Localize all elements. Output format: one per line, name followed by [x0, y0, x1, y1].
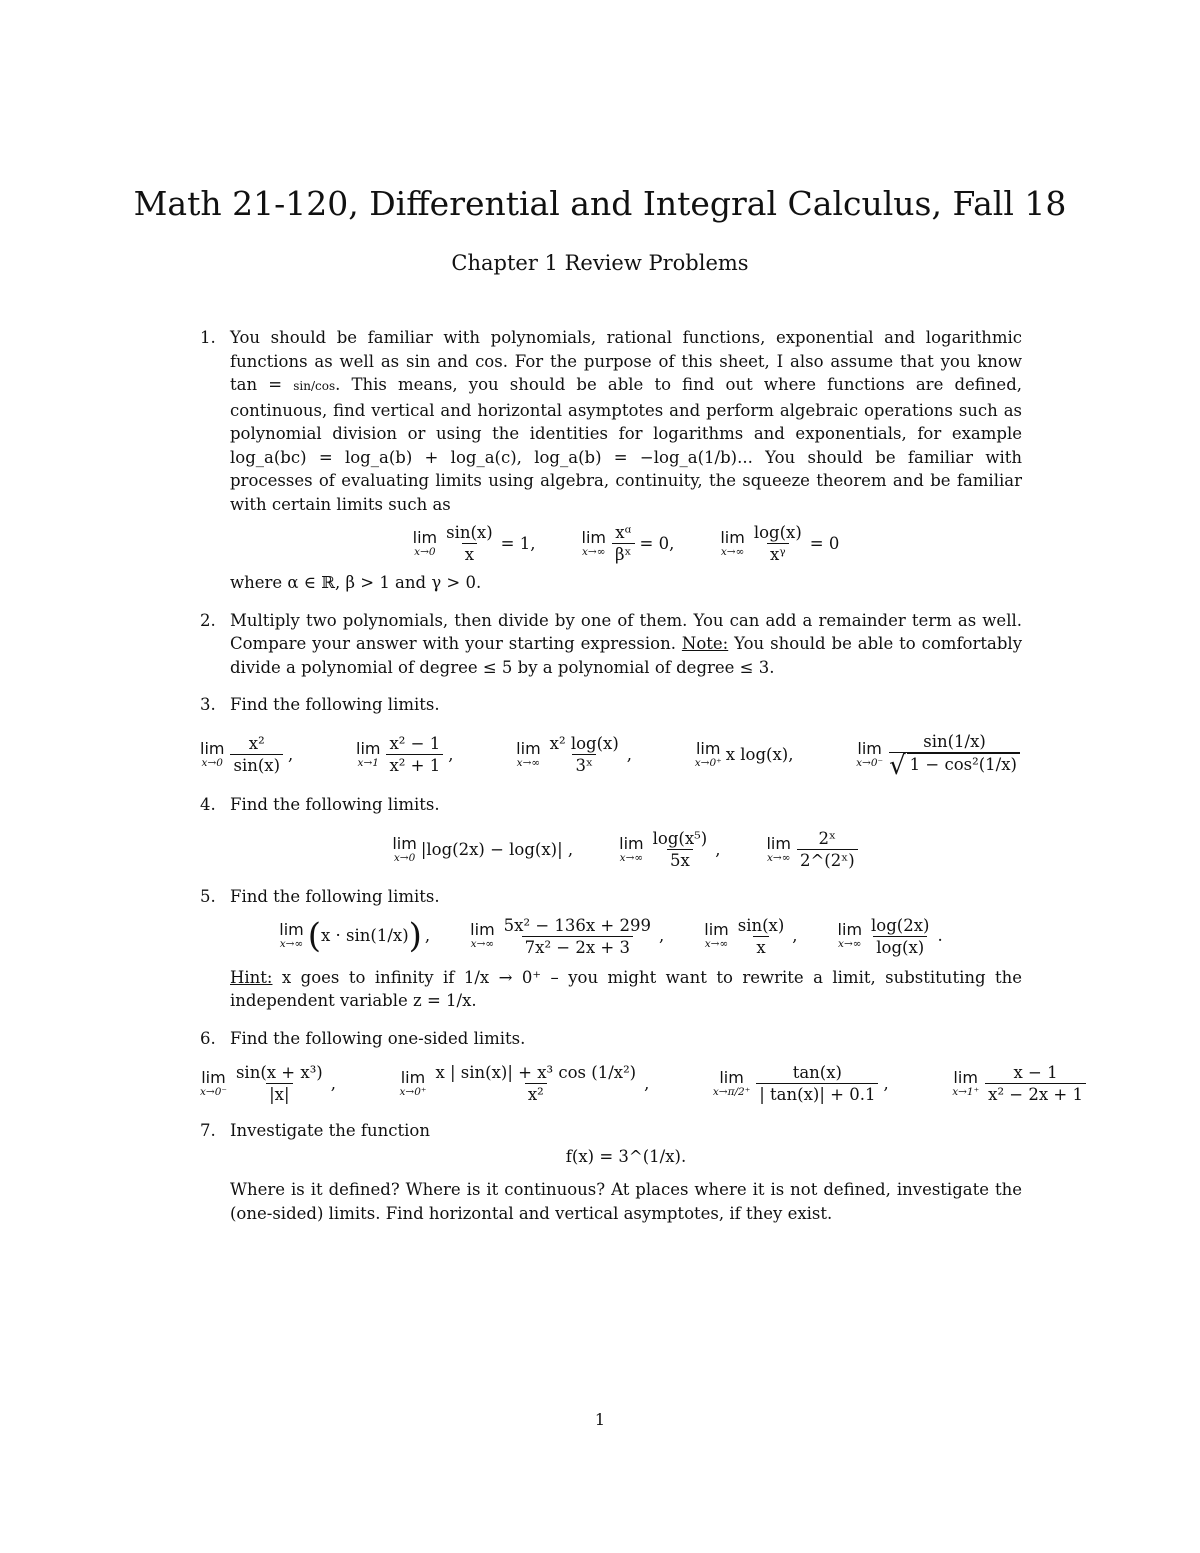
- problem-number: 7.: [200, 1121, 216, 1140]
- problem-3: [200, 693, 1022, 779]
- hint-label: Hint:: [230, 967, 273, 987]
- page-number: 1: [594, 1410, 606, 1429]
- limit-expression: lim x→∞ $\frac{\text{x² log(x)}}{\text{3ˣ}}$ ,: [516, 734, 633, 775]
- limit-expression: lim x→∞ $\frac{\text{2ˣ}}{\text{2\textasciicircum{}(2ˣ)}}$: [766, 828, 859, 871]
- limit-expression: lim x→∞ $\frac{\text{xᵅ}}{\text{βˣ}}$ = 0,: [581, 523, 675, 564]
- problem-4: [200, 793, 1022, 872]
- sqrt-sign-icon: √: [889, 750, 906, 781]
- limit-expression: lim x→∞ $\frac{\text{log(x⁵)}}{5x}$ ,: [619, 829, 721, 870]
- page-subtitle: Chapter 1 Review Problems: [451, 251, 749, 275]
- problem-text: Find the following limits.: [230, 794, 440, 814]
- limit-expression: lim x→π/2⁺ $\frac{\tan(x)}{| \tan(x)| + 0.1}$ ,: [712, 1063, 889, 1104]
- tan-definition: sin/cos: [293, 379, 336, 393]
- limits-row: [200, 915, 1022, 958]
- function-definition: f(x) = 3^(1/x).: [565, 1146, 687, 1166]
- limit-expression: lim x→0 $\frac{\sin(x)}{x}$ = 1,: [412, 523, 536, 564]
- limit-expression: lim x→0 $\frac{\text{x²}}{\sin(x)}$ ,: [200, 734, 294, 775]
- limit-expression: lim x→1⁺ $\frac{x - 1}{\text{x² − 2x + 1}}$: [952, 1062, 1088, 1105]
- limit-expression: lim x→∞ $\frac{\log(2x)}{\log(x)}$ .: [837, 915, 943, 957]
- problem-7: [200, 1119, 1022, 1225]
- log-identities: log_a(bc) = log_a(b) + log_a(c), log_a(b) = −log_a(1/b)...: [230, 447, 753, 467]
- limit-expression: lim x→0⁻ $\frac{\text{sin(x + x³)}}{|x|}$ ,: [200, 1063, 336, 1104]
- limit-expression: lim x→0⁻ sin(1/x) √ 1 − cos²(1/x): [856, 731, 1022, 779]
- problem-text: Multiply two polynomials, then divide by one of them. You can add a remainder term as well. Compare your answer with your starting expression. Note: You should be able to comfortably divide a polynomial of degree ≤ 5 by a polynomial of degree ≤ 3.: [230, 610, 1023, 677]
- limit-expression: lim x→1 $\frac{\text{x² − 1}}{\text{x² + 1}}$ ,: [356, 734, 454, 775]
- page-title: Math 21-120, Differential and Integral Calculus, Fall 18: [133, 184, 1067, 223]
- standard-limits: [230, 522, 1022, 565]
- problem-5: [200, 885, 1022, 1013]
- problem-list: [200, 326, 1083, 1225]
- problem-2: [200, 609, 1022, 680]
- problem-text: Find the following limits.: [230, 695, 440, 714]
- limit-expression: lim x→∞ $\frac{\log(x)}{\text{xᵞ}}$ = 0: [720, 523, 840, 564]
- limit-expression: lim x→∞ $\frac{\sin(x)}{x}$ ,: [704, 915, 798, 957]
- problem-number: 5.: [200, 887, 216, 906]
- problem-number: 3.: [200, 695, 216, 714]
- left-paren-icon: (: [307, 916, 321, 956]
- right-paren-icon: ): [408, 916, 422, 956]
- limit-expression: lim x→0 |log(2x) − log(x)| ,: [392, 833, 574, 864]
- limit-expression: lim x→∞ $\frac{\text{5x² − 136x + 299}}{\text{7x² − 2x + 3}}$ ,: [470, 915, 665, 957]
- problem-number: 2.: [200, 610, 216, 630]
- limits-row: [200, 731, 1022, 779]
- problem-text: You should be familiar with polynomials, rational functions, exponential and logarithmic functions as well as sin and cos. For the purpose of this sheet, I also assume that you know tan = sin/cos. This means, you should be able to find out where functions are defined, continuous, find vertical and horizontal asymptotes and perform algebraic operations such as polynomial division or using the identities for logarithms and exponentials, for example log_a(bc) = log_a(b) + log_a(c), log_a(b) = −log_a(1/b)... You should be familiar with processes of evaluating limits using algebra, continuity, the squeeze theorem and be familiar with certain limits such as: [230, 328, 1023, 514]
- limit-expression: lim x→∞ ( x · sin(1/x) ) ,: [279, 916, 431, 956]
- problem-text: Investigate the function: [230, 1121, 430, 1140]
- limit-expression: lim x→0⁺ $\frac{\text{x | sin(x)| + x³ cos (1/x²)}}{\text{x²}}$ ,: [399, 1063, 650, 1104]
- limits-row: [200, 1062, 1088, 1105]
- problem-text: Find the following limits.: [230, 887, 440, 906]
- note-label: Note:: [681, 634, 729, 653]
- problem-1: [200, 326, 1022, 595]
- problem-6: [200, 1027, 1083, 1106]
- parameter-conditions: where α ∈ ℝ, β > 1 and γ > 0.: [230, 573, 482, 592]
- limits-row: [230, 828, 1022, 871]
- problem-followup: Where is it defined? Where is it continuous? At places where it is not defined, investigate the (one-sided) limits. Find horizontal and vertical asymptotes, if they exist.: [230, 1180, 1022, 1223]
- problem-text: Find the following one-sided limits.: [230, 1028, 526, 1048]
- hint-text: Hint: x goes to infinity if 1/x → 0⁺ – you might want to rewrite a limit, substituting the independent variable z = 1/x.: [230, 967, 1022, 1010]
- problem-number: 6.: [200, 1028, 216, 1048]
- problem-number: 1.: [200, 328, 216, 347]
- problem-number: 4.: [200, 794, 216, 814]
- limit-expression: lim x→0⁺ x log(x),: [694, 738, 794, 769]
